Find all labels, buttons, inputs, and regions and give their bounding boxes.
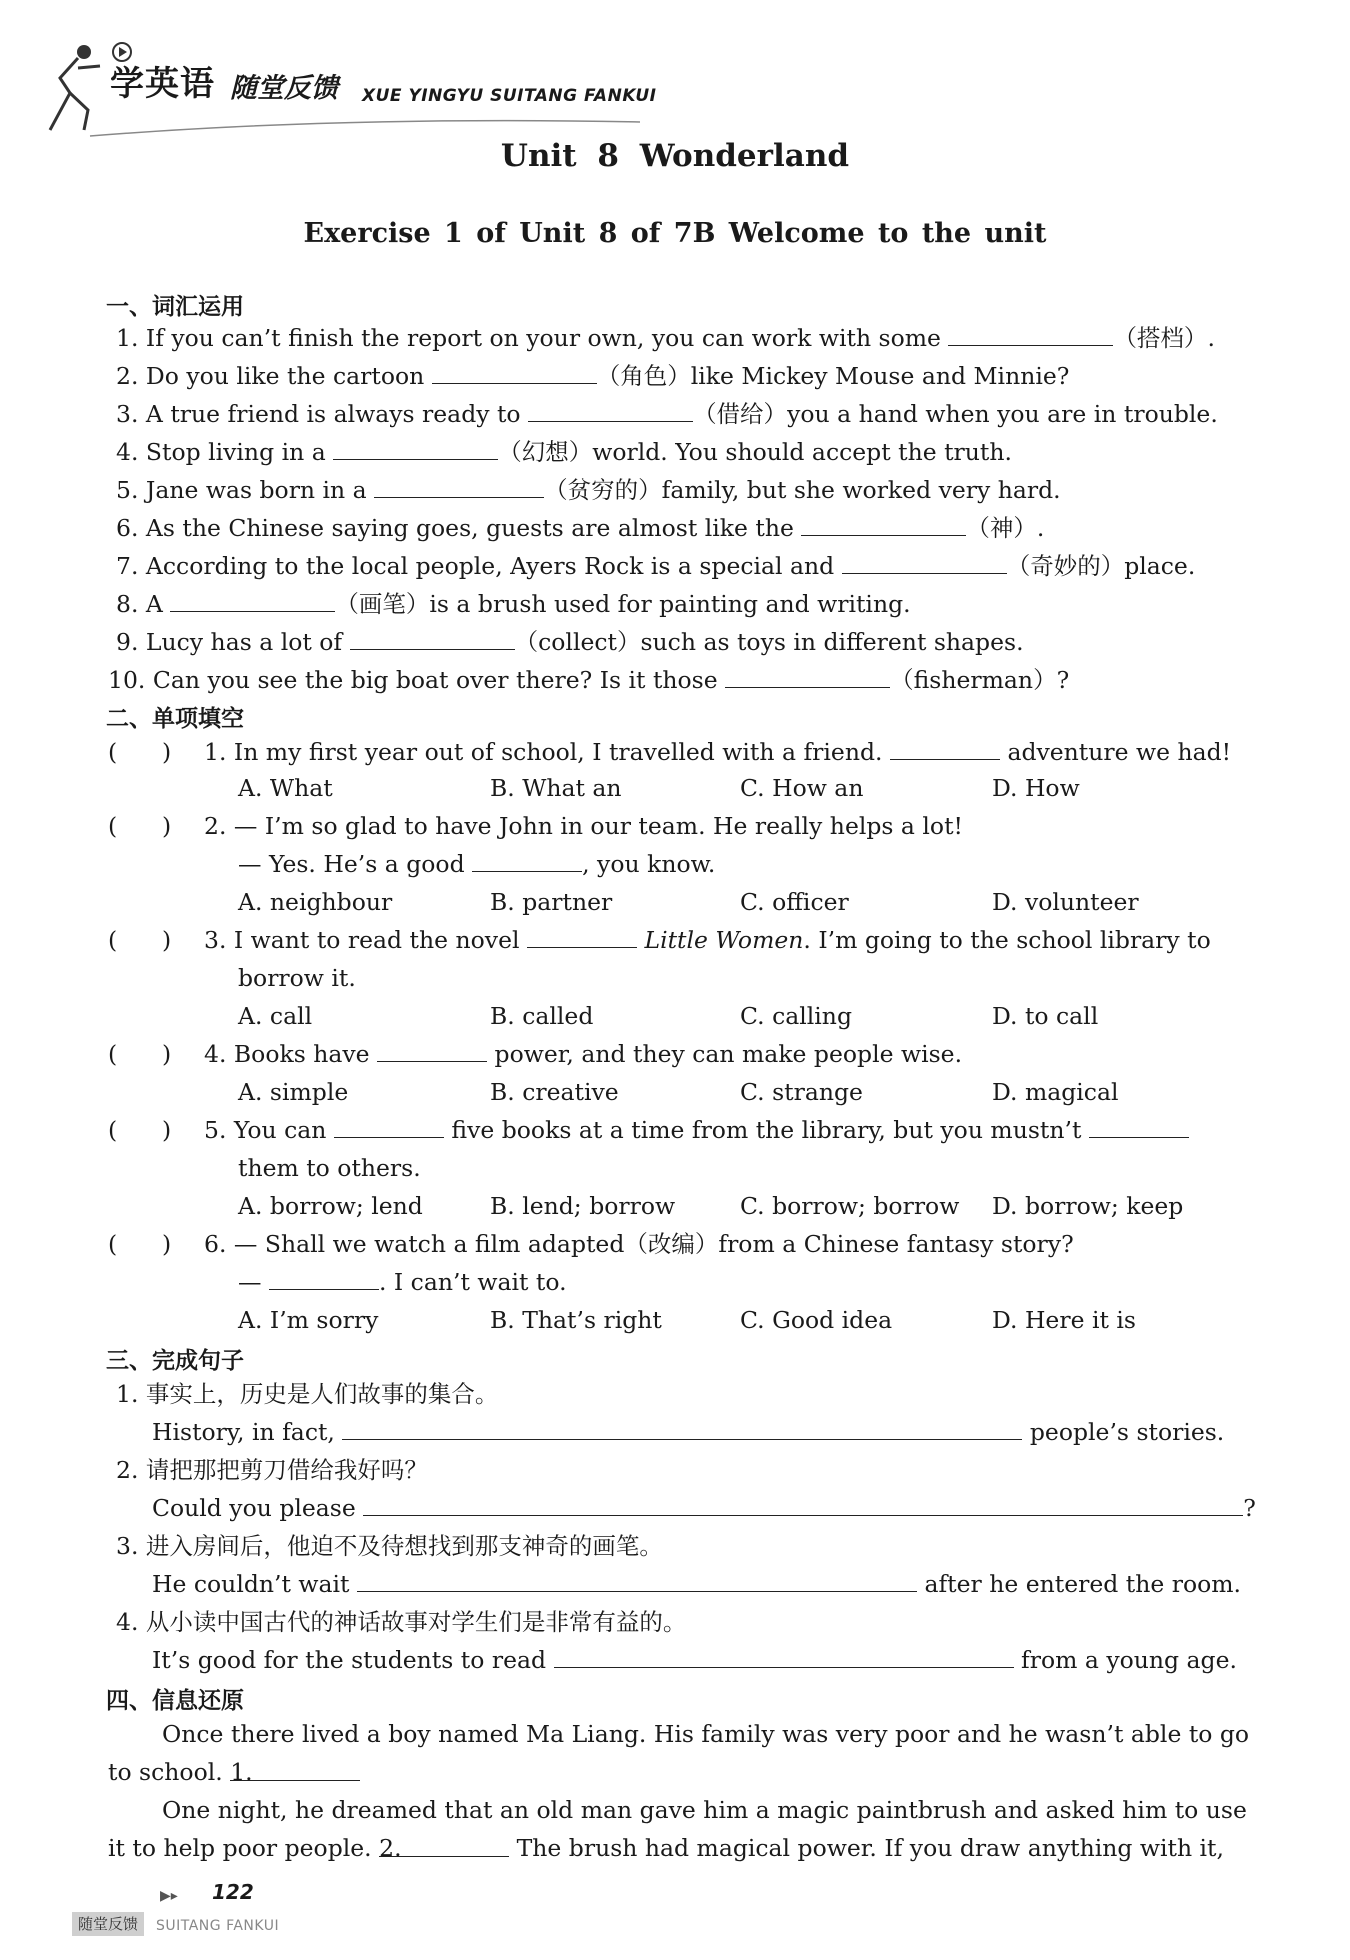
vocab-item-5: 5. Jane was born in a （贫穷的）family, but she worked very hard.	[116, 476, 1061, 504]
option-a[interactable]: A. What	[238, 774, 333, 802]
vocab-item-2: 2. Do you like the cartoon （角色）like Mickey Mouse and Minnie?	[116, 362, 1070, 390]
answer-blank[interactable]	[432, 361, 597, 384]
answer-bracket[interactable]: ( )	[108, 1040, 172, 1068]
option-d[interactable]: D. magical	[992, 1078, 1119, 1106]
answer-blank[interactable]	[725, 665, 890, 688]
passage-blank-1[interactable]: 1.	[230, 1756, 360, 1781]
translate-item-2-cn: 2. 请把那把剪刀借给我好吗？	[116, 1456, 428, 1484]
answer-blank[interactable]	[350, 627, 515, 650]
passage-line: it to help poor people. 2. The brush had magical power. If you draw anything with it,	[108, 1834, 1224, 1862]
option-d[interactable]: D. to call	[992, 1002, 1099, 1030]
answer-blank[interactable]	[377, 1039, 487, 1062]
translate-item-2-en: Could you please ?	[152, 1494, 1256, 1522]
answer-blank[interactable]	[554, 1645, 1014, 1668]
page-number: 122	[212, 1880, 254, 1904]
option-b[interactable]: B. What an	[490, 774, 622, 802]
section1-heading: 一、词汇运用	[106, 294, 244, 320]
option-d[interactable]: D. Here it is	[992, 1306, 1136, 1334]
exercise-title: Exercise 1 of Unit 8 of 7B Welcome to the unit	[303, 218, 1047, 249]
translate-item-4-cn: 4. 从小读中国古代的神话故事对学生们是非常有益的。	[116, 1608, 687, 1636]
answer-bracket[interactable]: ( )	[108, 738, 172, 766]
translate-item-1-cn: 1. 事实上，历史是人们故事的集合。	[116, 1380, 499, 1408]
answer-blank[interactable]	[842, 551, 1007, 574]
option-b[interactable]: B. That’s right	[490, 1306, 662, 1334]
option-a[interactable]: A. call	[238, 1002, 313, 1030]
answer-blank[interactable]	[333, 437, 498, 460]
vocab-item-6: 6. As the Chinese saying goes, guests are almost like the （神）.	[116, 514, 1045, 542]
section4-heading: 四、信息还原	[106, 1688, 244, 1714]
option-d[interactable]: D. volunteer	[992, 888, 1139, 916]
choice-question-3: ( ) 3. I want to read the novel Little Women. I’m going to the school library to	[108, 926, 1211, 954]
answer-blank[interactable]	[527, 925, 637, 948]
vocab-item-3: 3. A true friend is always ready to （借给）you a hand when you are in trouble.	[116, 400, 1218, 428]
translate-item-3-en: He couldn’t wait after he entered the room.	[152, 1570, 1242, 1598]
answer-blank[interactable]	[948, 323, 1113, 346]
choice-question-5: ( ) 5. You can five books at a time from the library, but you mustn’t	[108, 1114, 1253, 1146]
choice-question-2: ( ) 2. — I’m so glad to have John in our team. He really helps a lot!	[108, 812, 963, 840]
choice-question-6: ( ) 6. — Shall we watch a film adapted（改编）from a Chinese fantasy story?	[108, 1230, 1074, 1258]
section3-heading: 三、完成句子	[106, 1348, 244, 1374]
option-b[interactable]: B. lend; borrow	[490, 1192, 676, 1220]
vocab-item-7: 7. According to the local people, Ayers Rock is a special and （奇妙的）place.	[116, 552, 1196, 580]
translate-item-1-en: History, in fact, people’s stories.	[152, 1418, 1225, 1446]
vocab-item-10: 10. Can you see the big boat over there? Is it those （fisherman）?	[108, 666, 1070, 694]
translate-item-4-en: It’s good for the students to read from a young age.	[152, 1646, 1237, 1674]
answer-blank[interactable]	[1089, 1115, 1189, 1138]
vocab-item-1: 1. If you can’t finish the report on your own, you can work with some （搭档）.	[116, 324, 1215, 352]
option-b[interactable]: B. creative	[490, 1078, 619, 1106]
footer-brand: 随堂反馈	[72, 1912, 144, 1936]
option-d[interactable]: D. How	[992, 774, 1080, 802]
choice-question-2-line2: — Yes. He’s a good , you know.	[238, 850, 716, 878]
choice-question-6-line2: — . I can’t wait to.	[238, 1268, 567, 1296]
choice-question-4: ( ) 4. Books have power, and they can make people wise.	[108, 1040, 963, 1068]
passage-blank-2[interactable]: 2.	[379, 1832, 509, 1857]
header-banner	[40, 38, 660, 138]
page-arrow-icon: ▶▸	[160, 1888, 178, 1904]
answer-blank[interactable]	[170, 589, 335, 612]
option-a[interactable]: A. I’m sorry	[238, 1306, 379, 1334]
answer-bracket[interactable]: ( )	[108, 1116, 172, 1144]
option-a[interactable]: A. simple	[238, 1078, 349, 1106]
option-c[interactable]: C. strange	[740, 1078, 863, 1106]
brand-handwritten: 随堂反馈	[230, 73, 338, 104]
unit-title: Unit 8 Wonderland	[500, 138, 850, 174]
brand-chinese: 学英语	[110, 64, 215, 104]
option-a[interactable]: A. borrow; lend	[238, 1192, 423, 1220]
answer-bracket[interactable]: ( )	[108, 1230, 172, 1258]
choice-question-1: ( ) 1. In my first year out of school, I travelled with a friend. adventure we had!	[108, 738, 1232, 766]
choice-question-3-line2: borrow it.	[238, 964, 356, 992]
answer-blank[interactable]	[801, 513, 966, 536]
option-c[interactable]: C. calling	[740, 1002, 852, 1030]
translate-item-3-cn: 3. 进入房间后，他迫不及待想找到那支神奇的画笔。	[116, 1532, 663, 1560]
passage-line: One night, he dreamed that an old man gave him a magic paintbrush and asked him to use	[162, 1796, 1247, 1824]
vocab-item-8: 8. A （画笔）is a brush used for painting and writing.	[116, 590, 911, 618]
answer-blank[interactable]	[269, 1267, 379, 1290]
vocab-item-4: 4. Stop living in a （幻想）world. You should accept the truth.	[116, 438, 1012, 466]
answer-bracket[interactable]: ( )	[108, 926, 172, 954]
option-c[interactable]: C. How an	[740, 774, 864, 802]
answer-blank[interactable]	[528, 399, 693, 422]
footer-brand-en: SUITANG FANKUI	[156, 1918, 280, 1934]
answer-blank[interactable]	[342, 1417, 1022, 1440]
choice-question-5-line2: them to others.	[238, 1154, 421, 1182]
option-b[interactable]: B. partner	[490, 888, 613, 916]
answer-blank[interactable]	[357, 1569, 917, 1592]
answer-bracket[interactable]: ( )	[108, 812, 172, 840]
answer-blank[interactable]	[334, 1115, 444, 1138]
option-c[interactable]: C. officer	[740, 888, 849, 916]
answer-blank[interactable]	[363, 1493, 1243, 1516]
brand-english: XUE YINGYU SUITANG FANKUI	[362, 86, 657, 106]
section2-heading: 二、单项填空	[106, 706, 244, 732]
answer-blank[interactable]	[374, 475, 544, 498]
passage-line: Once there lived a boy named Ma Liang. His family was very poor and he wasn’t able to go	[162, 1720, 1250, 1748]
passage-line: to school. 1.	[108, 1756, 1253, 1788]
option-d[interactable]: D. borrow; keep	[992, 1192, 1184, 1220]
answer-blank[interactable]	[890, 737, 1000, 760]
option-b[interactable]: B. called	[490, 1002, 594, 1030]
option-c[interactable]: C. Good idea	[740, 1306, 893, 1334]
answer-blank[interactable]	[472, 849, 582, 872]
vocab-item-9: 9. Lucy has a lot of （collect）such as toys in different shapes.	[116, 628, 1024, 656]
option-a[interactable]: A. neighbour	[238, 888, 393, 916]
option-c[interactable]: C. borrow; borrow	[740, 1192, 960, 1220]
